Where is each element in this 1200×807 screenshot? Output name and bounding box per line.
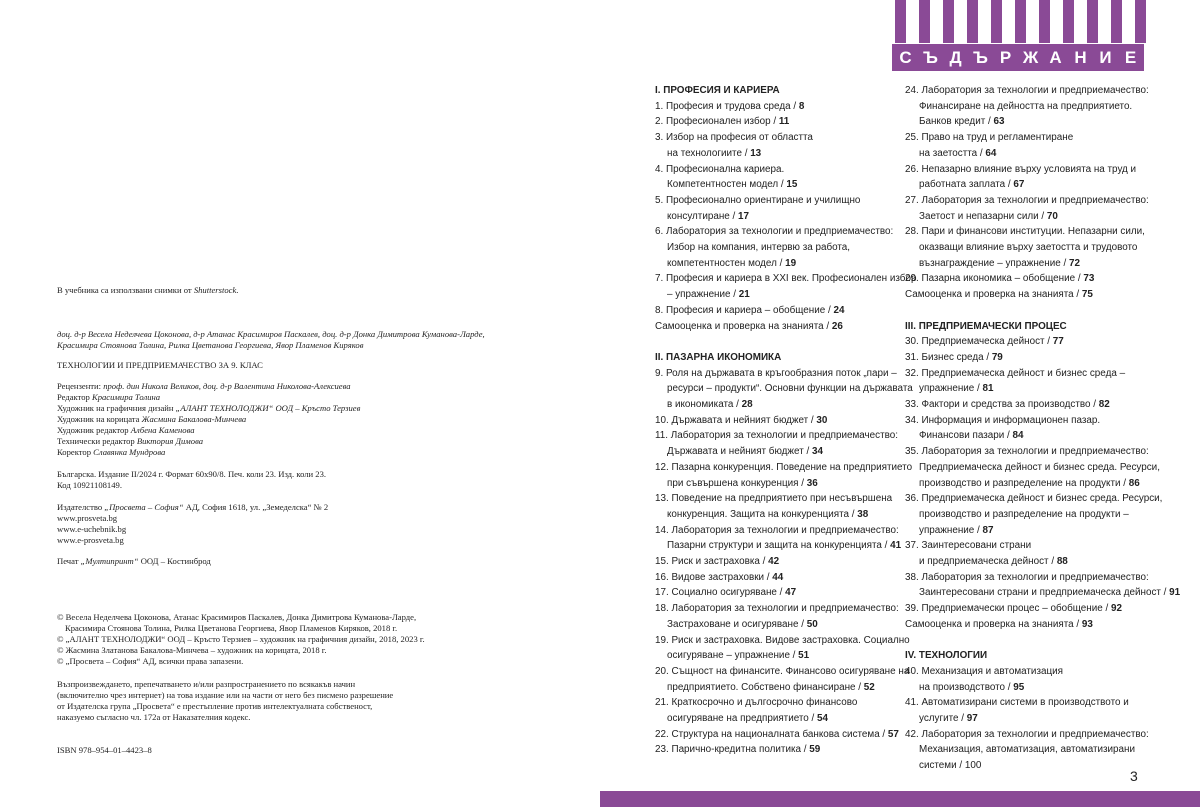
toc-entry-title: Застраховане и осигуряване / xyxy=(667,618,807,630)
toc-entry-title: осигуряване на предприятието / xyxy=(667,713,818,724)
toc-page-number: 64 xyxy=(985,147,997,159)
toc-entry-title: 21. Краткосрочно и дългосрочно финансово xyxy=(655,697,858,709)
toc-page-number: 21 xyxy=(738,289,750,301)
toc-entry[interactable] xyxy=(905,617,1093,633)
toc-entry[interactable] xyxy=(919,177,1024,193)
toc-entry[interactable] xyxy=(919,146,996,162)
toc-page-number: 84 xyxy=(1012,430,1024,442)
toc-entry-title: 26. Непазарно влияние върху условията на труд и xyxy=(905,163,1137,175)
toc-page-number: 91 xyxy=(1169,587,1181,599)
toc-entry-title: 1. Професия и трудова среда / xyxy=(655,100,799,112)
toc-entry[interactable] xyxy=(655,428,898,444)
toc-entry-title: компетентностен модел / xyxy=(667,257,786,269)
toc-entry-title: 36. Предприемаческа дейност и бизнес среда. Ресурси, xyxy=(905,493,1163,505)
toc-entry-title: производство и разпределение на продукти / xyxy=(919,477,1129,489)
toc-entry-title: системи / 100 xyxy=(919,760,982,772)
title-letter: Ъ xyxy=(973,47,988,67)
website-link[interactable]: www.prosveta.bg xyxy=(57,513,118,523)
toc-entry[interactable] xyxy=(919,209,1058,225)
isbn: ISBN 978–954–01–4423–8 xyxy=(57,745,152,755)
toc-entry[interactable] xyxy=(905,397,1110,413)
toc-page-number: 70 xyxy=(1046,210,1058,222)
toc-page-number: 47 xyxy=(785,587,797,599)
toc-page-number: 11 xyxy=(778,116,790,128)
stripe xyxy=(1087,0,1098,43)
toc-entry-title: 11. Лаборатория за технологии и предприемачество: xyxy=(655,430,898,442)
toc-entry[interactable] xyxy=(905,727,1149,743)
toc-section-heading[interactable] xyxy=(655,83,780,99)
toc-entry-title: 40. Механизация и автоматизация xyxy=(905,665,1063,677)
toc-entry[interactable] xyxy=(655,460,912,476)
toc-page-number: 81 xyxy=(982,383,994,395)
toc-entry-title: 5. Професионално ориентиране и училищно xyxy=(655,194,861,206)
toc-entry[interactable] xyxy=(655,664,909,680)
toc-page-number: 36 xyxy=(806,477,818,489)
toc-page-number: 13 xyxy=(750,147,762,159)
toc-entry-title: Компетентностен модел / xyxy=(667,179,787,191)
stripe xyxy=(991,0,1002,43)
toc-entry[interactable] xyxy=(905,366,1125,382)
toc-entry[interactable] xyxy=(655,99,804,115)
toc-entry-title: 16. Видове застраховки / xyxy=(655,571,773,583)
toc-entry[interactable] xyxy=(919,507,1129,523)
toc-entry[interactable] xyxy=(905,162,1136,178)
legal-line: наказуемо съгласно чл. 172а от Наказателния кодекс. xyxy=(57,712,251,722)
toc-entry[interactable] xyxy=(919,99,1132,115)
toc-entry-title: 17. Социално осигуряване / xyxy=(655,587,786,599)
toc-entry-title: 19. Риск и застраховка. Видове застраховка. Социално xyxy=(655,634,910,646)
toc-entry-title: Самооценка и проверка на знанията / xyxy=(905,289,1082,301)
toc-entry-title: 34. Информация и информационен пазар. xyxy=(905,414,1101,426)
credit-line: Рецензенти: проф. дин Никола Великов, доц. д-р Валентина Николова-Алексиева xyxy=(57,381,351,391)
stripe xyxy=(1135,0,1146,43)
contents-title xyxy=(892,44,1144,71)
toc-page-number: 75 xyxy=(1081,289,1093,301)
toc-page-number: 15 xyxy=(786,179,798,191)
title-letter: Ъ xyxy=(923,47,938,67)
toc-entry[interactable] xyxy=(667,240,850,256)
toc-section-heading[interactable] xyxy=(655,350,781,366)
toc-entry[interactable] xyxy=(667,617,818,633)
toc-entry[interactable] xyxy=(667,538,901,554)
toc-page-number: 77 xyxy=(1052,336,1064,348)
toc-entry[interactable] xyxy=(667,507,868,523)
toc-entry[interactable] xyxy=(655,554,779,570)
toc-section-heading[interactable] xyxy=(905,319,1067,335)
toc-page-number: 28 xyxy=(741,399,753,410)
toc-entry[interactable] xyxy=(905,444,1149,460)
toc-entry[interactable] xyxy=(655,366,897,382)
toc-entry[interactable] xyxy=(655,114,789,130)
printer: Печат „Мултипринт“ ООД – Костинброд xyxy=(57,556,211,566)
toc-page-number: 30 xyxy=(816,414,828,426)
toc-entry[interactable] xyxy=(667,648,809,664)
toc-entry-title: 28. Пари и финансови институции. Непазарни сили, xyxy=(905,226,1145,238)
toc-entry[interactable] xyxy=(905,287,1093,303)
toc-entry[interactable] xyxy=(919,428,1023,444)
toc-page-number: 24 xyxy=(833,304,845,316)
legal-line: Възпроизвеждането, препечатването и/или разпространението по всякакъв начин xyxy=(57,679,356,689)
toc-entry-title: 25. Право на труд и регламентиране xyxy=(905,132,1074,144)
toc-entry-title: Пазарни структури и защита на конкуренцията / xyxy=(667,540,891,552)
toc-entry[interactable] xyxy=(919,554,1068,570)
title-letter: А xyxy=(1049,47,1062,67)
toc-entry-title: 29. Пазарна икономика – обобщение / xyxy=(905,273,1084,285)
toc-page-number: 51 xyxy=(798,650,810,662)
edition-info: Българска. Издание II/2024 г. Формат 60х90/8. Печ. коли 23. Изд. коли 23. xyxy=(57,469,327,479)
toc-entry[interactable] xyxy=(655,695,857,711)
toc-entry[interactable] xyxy=(905,350,1003,366)
toc-entry[interactable] xyxy=(905,695,1129,711)
toc-entry-title: 39. Предприемачески процес – обобщение / xyxy=(905,603,1111,615)
title-letter: Ж xyxy=(1022,47,1039,67)
toc-entry[interactable] xyxy=(655,303,844,319)
page-number: 3 xyxy=(1130,768,1138,784)
toc-entry-title: предприятието. Собствено финансиране / xyxy=(667,681,864,693)
toc-entry[interactable] xyxy=(655,523,899,539)
toc-page-number: 50 xyxy=(806,618,818,630)
authors-line: доц. д-р Весела Неделчева Цоконова, д-р Атанас Красимиров Паскалев, доц. д-р Донка Димитрова Куманова-Ларде, xyxy=(57,329,485,339)
copyright-line: © „АЛАНТ ТЕХНОЛОДЖИ“ ООД – Кръсто Терзиев – художник на графичния дизайн, 2018, 2023 г. xyxy=(57,634,425,644)
toc-entry-title: II. ПАЗАРНА ИКОНОМИКА xyxy=(655,351,782,363)
toc-entry-title: 3. Избор на професия от областта xyxy=(655,132,813,144)
toc-entry-title: 20. Същност на финансите. Финансово осигуряване на xyxy=(655,665,910,677)
title-letter: С xyxy=(899,47,912,67)
toc-page-number: 26 xyxy=(831,320,843,332)
header-stripes xyxy=(895,0,1160,43)
toc-entry-title: услугите / xyxy=(919,713,967,724)
toc-entry[interactable] xyxy=(905,83,1149,99)
toc-entry[interactable] xyxy=(667,256,796,272)
toc-entry[interactable] xyxy=(905,130,1073,146)
toc-entry-title: 31. Бизнес среда / xyxy=(905,351,992,363)
toc-entry-title: 30. Предприемаческа дейност / xyxy=(905,336,1053,348)
toc-entry-title: 9. Роля на държавата в кръгообразния поток „пари – xyxy=(655,367,897,379)
toc-entry[interactable] xyxy=(655,633,910,649)
toc-page-number: 72 xyxy=(1068,257,1080,269)
toc-entry-title: 27. Лаборатория за технологии и предприемачество: xyxy=(905,194,1149,206)
toc-page-number: 63 xyxy=(993,116,1005,128)
toc-entry-title: работната заплата / xyxy=(919,179,1014,191)
toc-entry[interactable] xyxy=(655,601,899,617)
credit-line: Художник редактор Албена Каменова xyxy=(57,425,195,435)
toc-entry-title: конкуренция. Защита на конкуренцията / xyxy=(667,508,858,520)
toc-page-number: 59 xyxy=(809,744,821,756)
toc-entry-title: Заинтересовани страни и предприемаческа дейност / xyxy=(919,587,1170,599)
toc-entry-title: 7. Професия и кариера в XXI век. Професионален избор xyxy=(655,273,917,285)
credit-line: Коректор Славянка Мундрова xyxy=(57,447,166,457)
footer-bar xyxy=(600,791,1200,807)
toc-entry-title: 8. Професия и кариера – обобщение / xyxy=(655,304,834,316)
toc-page-number: 93 xyxy=(1081,618,1093,630)
toc-page-number: 19 xyxy=(785,257,797,269)
toc-page-number: 17 xyxy=(738,210,749,222)
toc-page-number: 87 xyxy=(982,524,994,536)
toc-entry[interactable] xyxy=(667,209,749,225)
photo-credit: В учебника са използвани снимки от Shutterstock. xyxy=(57,285,239,295)
copyright-line: Красимира Стоянова Толина, Рилка Цветанова Георгиева, Явор Пламенов Киряков, 2018 г. xyxy=(65,623,398,633)
toc-entry[interactable] xyxy=(655,413,827,429)
toc-entry[interactable] xyxy=(919,742,1135,758)
toc-entry-title: I. ПРОФЕСИЯ И КАРИЕРА xyxy=(655,85,780,96)
toc-entry[interactable] xyxy=(655,319,843,335)
toc-entry[interactable] xyxy=(667,146,761,162)
toc-entry-title: оказващи влияние върху заетостта и трудовото xyxy=(919,242,1138,253)
title-letter: Д xyxy=(949,47,962,67)
toc-entry[interactable] xyxy=(655,162,784,178)
toc-entry[interactable] xyxy=(905,491,1162,507)
toc-page-number: 34 xyxy=(811,446,823,458)
toc-page-number: 79 xyxy=(991,351,1003,363)
toc-entry[interactable] xyxy=(919,381,994,397)
toc-entry-title: 18. Лаборатория за технологии и предприемачество: xyxy=(655,603,899,615)
toc-entry[interactable] xyxy=(905,334,1064,350)
toc-entry-title: 15. Риск и застраховка / xyxy=(655,556,769,567)
toc-entry[interactable] xyxy=(655,224,893,240)
toc-entry-title: Държавата и нейният бюджет / xyxy=(667,446,812,458)
toc-entry[interactable] xyxy=(905,664,1063,680)
toc-entry-title: Избор на компания, интервю за работа, xyxy=(667,242,851,253)
toc-page-number: 88 xyxy=(1056,556,1068,567)
stripe xyxy=(919,0,930,43)
toc-entry-title: 4. Професионална кариера. xyxy=(655,163,785,175)
toc-entry-title: ресурси – продукти“. Основни функции на държавата xyxy=(667,383,913,395)
toc-entry-title: Банков кредит / xyxy=(919,116,994,128)
toc-entry[interactable] xyxy=(919,460,1160,476)
legal-line: от Издателска група „Просвета“ е престъпление против интелектуалната собственост, xyxy=(57,701,373,711)
toc-page-number: 54 xyxy=(817,713,829,724)
toc-entry-title: Финансови пазари / xyxy=(919,430,1013,442)
credit-line: Художник на графичния дизайн „АЛАНТ ТЕХНОЛОДЖИ“ ООД – Кръсто Терзиев xyxy=(57,403,361,413)
stripe xyxy=(1063,0,1074,43)
toc-entry[interactable] xyxy=(905,601,1122,617)
toc-entry-title: 32. Предприемаческа дейност и бизнес среда – xyxy=(905,367,1126,379)
toc-entry[interactable] xyxy=(667,397,753,413)
toc-entry[interactable] xyxy=(667,381,913,397)
toc-entry[interactable] xyxy=(667,711,828,727)
toc-entry-title: 12. Пазарна конкуренция. Поведение на предприятието xyxy=(655,461,913,473)
toc-entry-title: – упражнение / xyxy=(667,289,739,301)
toc-page-number: 42 xyxy=(768,556,780,567)
toc-entry[interactable] xyxy=(905,271,1094,287)
toc-entry-title: 14. Лаборатория за технологии и предприемачество: xyxy=(655,524,899,536)
stripe xyxy=(967,0,978,43)
credit-line: Технически редактор Виктория Димова xyxy=(57,436,204,446)
book-title: ТЕХНОЛОГИИ И ПРЕДПРИЕМАЧЕСТВО ЗА 9. КЛАС xyxy=(57,360,263,370)
toc-entry-title: Предприемаческа дейност и бизнес среда. Ресурси, xyxy=(919,461,1160,473)
toc-entry-title: в икономиката / xyxy=(667,399,742,410)
toc-entry[interactable] xyxy=(667,444,823,460)
toc-entry[interactable] xyxy=(905,570,1149,586)
toc-entry-title: упражнение / xyxy=(919,524,983,536)
credit-line: Художник на корицата Жасмина Бакалова-Минчева xyxy=(57,414,247,424)
toc-entry-title: 42. Лаборатория за технологии и предприемачество: xyxy=(905,728,1149,740)
toc-entry[interactable] xyxy=(919,680,1024,696)
toc-page-number: 86 xyxy=(1128,477,1140,489)
toc-entry-title: при съвършена конкуренция / xyxy=(667,477,807,489)
toc-entry[interactable] xyxy=(919,711,978,727)
toc-entry[interactable] xyxy=(655,585,796,601)
toc-entry-title: 33. Фактори и средства за производство / xyxy=(905,399,1099,410)
toc-entry-title: Финансиране на дейността на предприятието. xyxy=(919,100,1133,112)
stripe xyxy=(1039,0,1050,43)
copyright-line: © Весела Неделчева Цоконова, Атанас Красимиров Паскалев, Донка Димитрова Куманова-Ларде, xyxy=(57,612,417,622)
stripe xyxy=(895,0,906,43)
toc-entry[interactable] xyxy=(655,491,892,507)
toc-entry[interactable] xyxy=(655,193,860,209)
toc-entry-title: Самооценка и проверка на знанията / xyxy=(655,320,832,332)
title-letter: Е xyxy=(1124,47,1137,67)
title-letter: Р xyxy=(999,47,1012,67)
toc-entry[interactable] xyxy=(667,680,875,696)
toc-page-number: 8 xyxy=(798,100,805,112)
toc-page-number: 67 xyxy=(1013,179,1025,191)
toc-entry[interactable] xyxy=(919,256,1080,272)
toc-entry-title: осигуряване – упражнение / xyxy=(667,650,799,662)
stripe xyxy=(943,0,954,43)
publisher: Издателство „Просвета – София“ АД, София 1618, ул. „Земеделска“ № 2 xyxy=(57,502,329,512)
toc-entry-title: 22. Структура на националната банкова система / xyxy=(655,728,888,740)
toc-section-heading[interactable] xyxy=(905,648,987,664)
stripe xyxy=(1111,0,1122,43)
toc-entry-title: 13. Поведение на предприятието при несъвършена xyxy=(655,493,893,505)
toc-entry[interactable] xyxy=(655,130,813,146)
toc-entry[interactable] xyxy=(919,476,1140,492)
toc-entry-title: на производството / xyxy=(919,681,1014,693)
edition-code: Код 10921108149. xyxy=(57,480,122,490)
toc-page-number: 82 xyxy=(1098,399,1110,410)
toc-entry-title: консултиране / xyxy=(667,210,738,222)
stripe xyxy=(1015,0,1026,43)
title-letter: Н xyxy=(1074,47,1087,67)
toc-page-number: 38 xyxy=(857,508,869,520)
toc-entry[interactable] xyxy=(919,585,1180,601)
toc-entry[interactable] xyxy=(655,570,783,586)
toc-entry-title: упражнение / xyxy=(919,383,983,395)
toc-entry-title: 10. Държавата и нейният бюджет / xyxy=(655,414,817,426)
toc-entry-title: 6. Лаборатория за технологии и предприемачество: xyxy=(655,226,894,238)
toc-entry[interactable] xyxy=(655,271,916,287)
toc-page-number: 73 xyxy=(1083,273,1095,285)
toc-entry[interactable] xyxy=(667,287,750,303)
copyright-line: © „Просвета – София“ АД, всички права запазени. xyxy=(57,656,244,666)
toc-entry[interactable] xyxy=(919,523,994,539)
toc-entry-title: производство и разпределение на продукти – xyxy=(919,508,1129,520)
toc-entry-title: 23. Парично-кредитна политика / xyxy=(655,744,810,756)
toc-entry[interactable] xyxy=(667,177,797,193)
credit-line: Редактор Красимира Толина xyxy=(57,392,161,402)
title-letter: И xyxy=(1099,47,1112,67)
toc-page-number: 57 xyxy=(887,728,899,740)
toc-entry[interactable] xyxy=(667,476,818,492)
toc-entry-title: 41. Автоматизирани системи в производството и xyxy=(905,697,1129,709)
toc-entry[interactable] xyxy=(905,538,1031,554)
toc-page-number: 95 xyxy=(1013,681,1025,693)
website-link[interactable]: www.e-uchebnik.bg xyxy=(57,524,127,534)
copyright-line: © Жасмина Златанова Бакалова-Минчева – художник на корицата, 2018 г. xyxy=(57,645,327,655)
toc-entry[interactable] xyxy=(655,742,820,758)
toc-entry-title: 24. Лаборатория за технологии и предприемачество: xyxy=(905,85,1149,96)
toc-entry[interactable] xyxy=(905,224,1145,240)
toc-entry-title: IV. ТЕХНОЛОГИИ xyxy=(905,650,988,662)
toc-page-number: 97 xyxy=(966,713,978,724)
toc-entry[interactable] xyxy=(919,240,1137,256)
toc-entry-title: възнаграждение – упражнение / xyxy=(919,257,1069,269)
website-link[interactable]: www.e-prosveta.bg xyxy=(57,535,124,545)
toc-entry-title: 37. Заинтересовани страни xyxy=(905,540,1032,552)
toc-page-number: 92 xyxy=(1110,603,1122,615)
toc-entry[interactable] xyxy=(905,413,1100,429)
legal-line: (включително чрез интернет) на това издание или на части от него без писмено разрешение xyxy=(57,690,394,700)
toc-entry-title: Заетост и непазарни сили / xyxy=(919,210,1047,222)
toc-page-number: 52 xyxy=(863,681,875,693)
toc-entry[interactable] xyxy=(905,193,1149,209)
authors-line: Красимира Стоянова Толина, Рилка Цветанова Георгиева, Явор Пламенов Киряков xyxy=(57,340,364,350)
toc-entry-title: III. ПРЕДПРИЕМАЧЕСКИ ПРОЦЕС xyxy=(905,320,1067,332)
toc-entry-title: Механизация, автоматизация, автоматизирани xyxy=(919,744,1136,756)
toc-entry-title: 38. Лаборатория за технологии и предприемачество: xyxy=(905,571,1149,583)
toc-page-number: 41 xyxy=(890,540,902,552)
toc-entry[interactable] xyxy=(655,727,899,743)
toc-entry[interactable] xyxy=(919,114,1004,130)
toc-entry-title: Самооценка и проверка на знанията / xyxy=(905,618,1082,630)
toc-entry-title: 35. Лаборатория за технологии и предприемачество: xyxy=(905,446,1149,458)
toc-entry[interactable] xyxy=(919,758,981,774)
toc-entry-title: на технологиите / xyxy=(667,147,751,159)
toc-page-number: 44 xyxy=(772,571,784,583)
toc-entry-title: и предприемаческа дейност / xyxy=(919,556,1057,567)
toc-entry-title: 2. Професионален избор / xyxy=(655,116,779,128)
toc-entry-title: на заетостта / xyxy=(919,147,986,159)
